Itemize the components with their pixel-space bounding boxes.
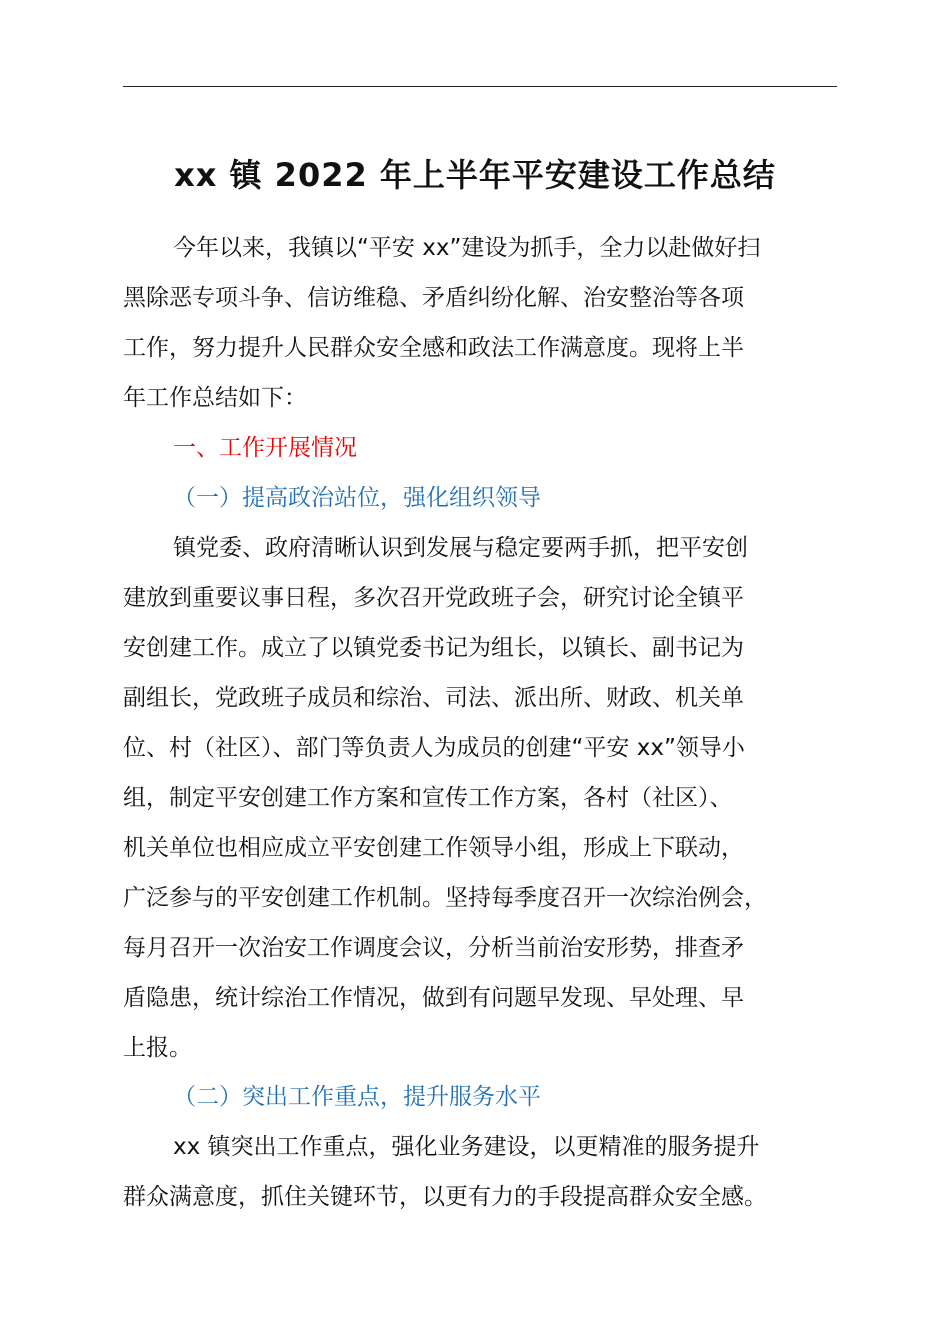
header-rule (123, 86, 837, 87)
subsection-heading: （二）突出工作重点，提升服务水平 (173, 1084, 541, 1110)
body-line: 广泛参与的平安创建工作机制。坚持每季度召开一次综治例会， (123, 885, 767, 911)
intro-line: 黑除恶专项斗争、信访维稳、矛盾纠纷化解、治安整治等各项 (123, 285, 744, 311)
body-line: 安创建工作。成立了以镇党委书记为组长，以镇长、副书记为 (123, 635, 744, 661)
intro-line: 工作，努力提升人民群众安全感和政法工作满意度。现将上半 (123, 335, 744, 361)
body-line: 上报。 (123, 1035, 192, 1061)
body-line: 位、村（社区）、部门等负责人为成员的创建“平安 xx”领导小 (123, 735, 745, 761)
body-line: 盾隐患，统计综治工作情况，做到有问题早发现、早处理、早 (123, 985, 744, 1011)
body-line: xx 镇突出工作重点，强化业务建设，以更精准的服务提升 (173, 1134, 760, 1160)
body-line: 镇党委、政府清晰认识到发展与稳定要两手抓，把平安创 (173, 535, 748, 561)
intro-line: 今年以来，我镇以“平安 xx”建设为抓手，全力以赴做好扫 (173, 235, 761, 261)
intro-line: 年工作总结如下： (123, 385, 307, 411)
body-line: 建放到重要议事日程，多次召开党政班子会，研究讨论全镇平 (123, 585, 744, 611)
document-title: xx 镇 2022 年上半年平安建设工作总结 (174, 156, 776, 194)
body-line: 组，制定平安创建工作方案和宣传工作方案，各村（社区）、 (123, 785, 733, 811)
body-line: 机关单位也相应成立平安创建工作领导小组，形成上下联动， (123, 835, 744, 861)
section-heading: 一、工作开展情况 (173, 435, 357, 461)
body-line: 每月召开一次治安工作调度会议，分析当前治安形势，排查矛 (123, 935, 744, 961)
body-line: 群众满意度，抓住关键环节，以更有力的手段提高群众安全感。 (123, 1184, 767, 1210)
subsection-heading: （一）提高政治站位，强化组织领导 (173, 485, 541, 511)
body-line: 副组长，党政班子成员和综治、司法、派出所、财政、机关单 (123, 685, 744, 711)
